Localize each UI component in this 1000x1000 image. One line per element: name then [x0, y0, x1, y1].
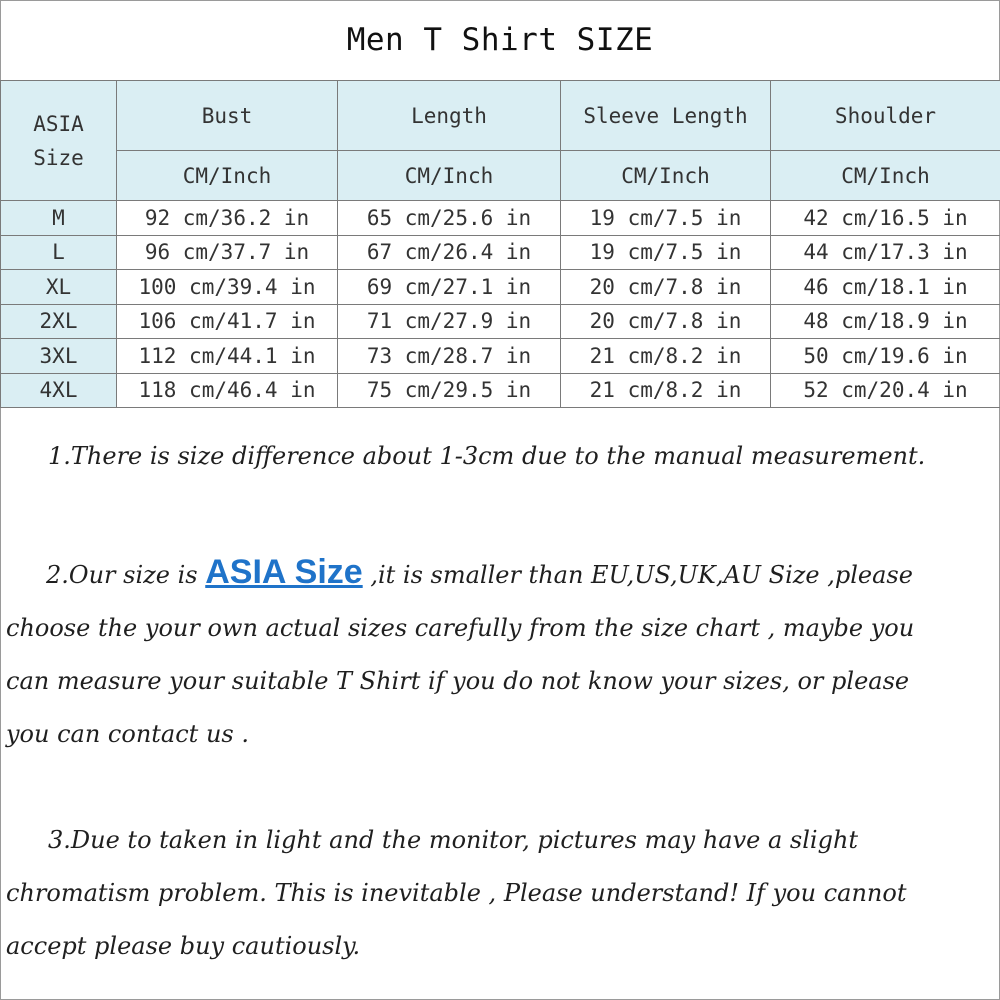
length-cell: 73 cm/28.7 in [338, 339, 561, 374]
length-cell: 75 cm/29.5 in [338, 373, 561, 408]
size-cell: L [1, 235, 117, 270]
asia-size-highlight: ASIA Size [205, 553, 363, 591]
size-header-line1: ASIA [33, 111, 84, 136]
note-chromatism [6, 814, 994, 973]
size-cell: 3XL [1, 339, 117, 374]
shoulder-cell: 48 cm/18.9 in [771, 304, 1000, 339]
note2-line2: choose the your own actual sizes carefully from the size chart , maybe you [6, 614, 915, 642]
unit-label: CM/Inch [771, 151, 1000, 201]
length-cell: 69 cm/27.1 in [338, 270, 561, 305]
bust-cell: 112 cm/44.1 in [117, 339, 338, 374]
note3-line3: accept please buy cautiously. [6, 932, 361, 960]
shoulder-cell: 42 cm/16.5 in [771, 201, 1000, 236]
note3-line2: chromatism problem. This is inevitable , Please understand! If you cannot [6, 879, 907, 907]
size-cell: XL [1, 270, 117, 305]
column-header-shoulder: Shoulder [771, 81, 1000, 151]
column-header-sleeve-length: Sleeve Length [561, 81, 771, 151]
bust-cell: 92 cm/36.2 in [117, 201, 338, 236]
page-title: Men T Shirt SIZE [346, 22, 654, 58]
bust-cell: 96 cm/37.7 in [117, 235, 338, 270]
size-cell: 2XL [1, 304, 117, 339]
note2-line3: can measure your suitable T Shirt if you do not know your sizes, or please [6, 667, 910, 695]
shoulder-cell: 52 cm/20.4 in [771, 373, 1000, 408]
sleeve-cell: 21 cm/8.2 in [561, 373, 771, 408]
size-column-header [1, 81, 117, 201]
note2-text-before: 2.Our size is [46, 561, 206, 589]
bust-cell: 100 cm/39.4 in [117, 270, 338, 305]
sleeve-cell: 19 cm/7.5 in [561, 201, 771, 236]
note2-text-after: ,it is smaller than EU,US,UK,AU Size ,please [362, 561, 913, 589]
bust-cell: 118 cm/46.4 in [117, 373, 338, 408]
note2-line4: you can contact us . [6, 720, 249, 748]
table-row [1, 270, 1000, 305]
table-row [1, 339, 1000, 374]
unit-label: CM/Inch [338, 151, 561, 201]
length-cell: 71 cm/27.9 in [338, 304, 561, 339]
unit-label: CM/Inch [561, 151, 771, 201]
table-unit-row [1, 151, 1000, 201]
unit-label: CM/Inch [117, 151, 338, 201]
size-header-line2: Size [33, 145, 84, 170]
note3-line1: 3.Due to taken in light and the monitor, pictures may have a slight [48, 826, 859, 854]
note-asia-size [6, 546, 994, 761]
table-row [1, 304, 1000, 339]
length-cell: 65 cm/25.6 in [338, 201, 561, 236]
shoulder-cell: 44 cm/17.3 in [771, 235, 1000, 270]
note2-line1 [6, 546, 994, 602]
sleeve-cell: 20 cm/7.8 in [561, 304, 771, 339]
column-header-bust: Bust [117, 81, 338, 151]
length-cell: 67 cm/26.4 in [338, 235, 561, 270]
note-size-difference: 1.There is size difference about 1-3cm due to the manual measurement. [48, 442, 926, 470]
size-chart-table [0, 80, 1000, 408]
shoulder-cell: 50 cm/19.6 in [771, 339, 1000, 374]
table-row [1, 373, 1000, 408]
size-cell: 4XL [1, 373, 117, 408]
sleeve-cell: 21 cm/8.2 in [561, 339, 771, 374]
table-row [1, 201, 1000, 236]
bust-cell: 106 cm/41.7 in [117, 304, 338, 339]
sleeve-cell: 20 cm/7.8 in [561, 270, 771, 305]
sleeve-cell: 19 cm/7.5 in [561, 235, 771, 270]
table-row [1, 235, 1000, 270]
table-header-row [1, 81, 1000, 151]
column-header-length: Length [338, 81, 561, 151]
shoulder-cell: 46 cm/18.1 in [771, 270, 1000, 305]
size-cell: M [1, 201, 117, 236]
